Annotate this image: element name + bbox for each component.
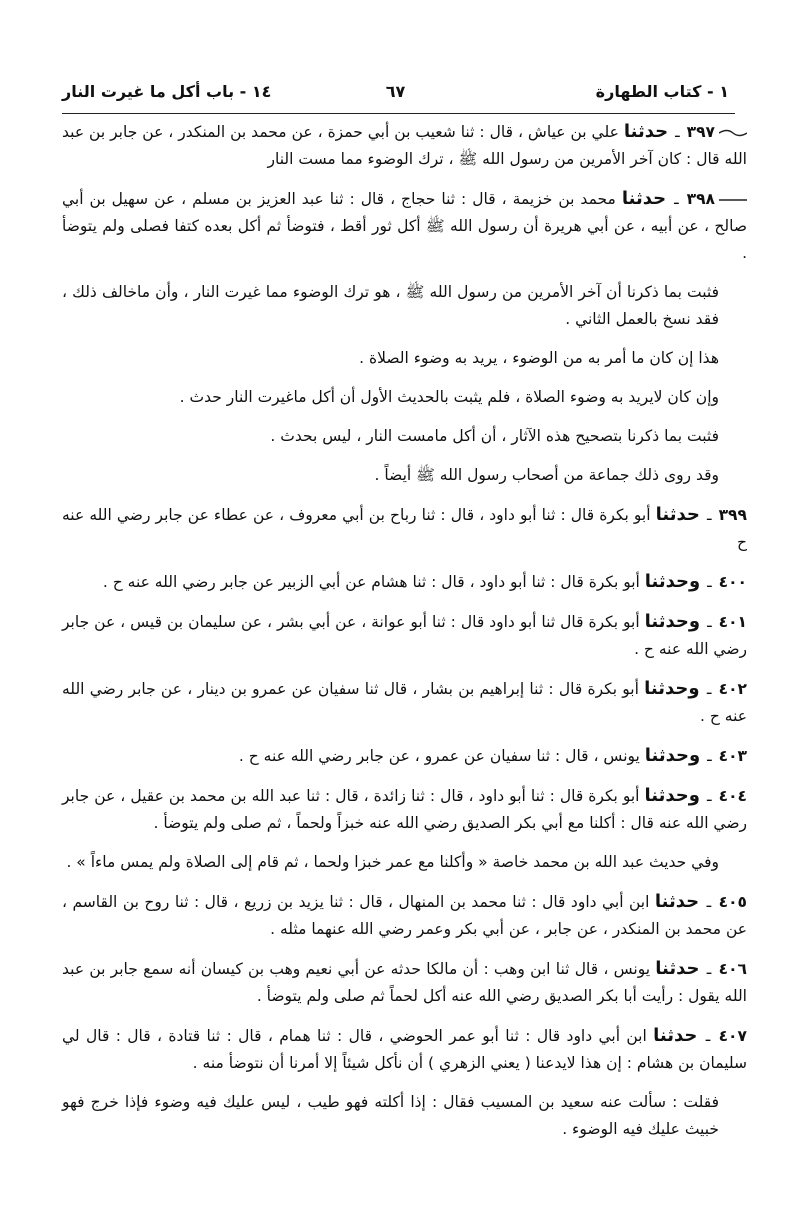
hadith-text-body <box>62 118 747 1155</box>
hadith-text: أبو بكرة قال ثنا أبو داود قال : ثنا أبو عوانة ، عن أبي بشر ، عن سليمان بن قيس ، عن جابر رضي الله عنه ح . <box>62 613 747 658</box>
hadith-keyword: حدثنا <box>621 188 667 209</box>
hadith-407: ٤٠٧ ـ حدثنا ابن أبي داود قال : ثنا أبو عمر الحوضي ، قال : ثنا همام ، قال : ثنا قتادة ، قال : قال لي سليمان بن هشام : إن هذا لايدعنا ( يعني الزهري ) أن نأكل شيئاً إلا أمرنا أن نتوضأ منه . <box>62 1025 747 1072</box>
hadith-keyword: وحدثنا <box>644 745 701 766</box>
commentary-paragraph: فقلت : سألت عنه سعيد بن المسيب فقال : إذا أكلته فهو طيب ، ليس عليك فيه وضوء فإذا خرج فهو خبيث عليك فيه الوضوء . <box>62 1093 719 1138</box>
hadith-401: ٤٠١ ـ وحدثنا أبو بكرة قال ثنا أبو داود قال : ثنا أبو عوانة ، عن أبي بشر ، عن سليمان بن قيس ، عن جابر رضي الله عنه ح . <box>62 611 747 658</box>
header-rule <box>62 113 735 114</box>
hadith-404: ٤٠٤ ـ وحدثنا أبو بكرة قال : ثنا أبو داود ، قال : ثنا زائدة ، قال : ثنا عبد الله بن محمد بن عقيل ، عن جابر رضي الله عنه قال : أكلنا مع أبي بكر الصديق رضي الله عنه خبزاً ولحماً ، ثم صلى ولم يتوضأ . <box>62 785 747 832</box>
hadith-406: ٤٠٦ ـ حدثنا يونس ، قال ثنا ابن وهب : أن مالكا حدثه عن أبي نعيم وهب بن كيسان أنه سمع جابر بن عبد الله يقول : رأيت أبا بكر الصديق رضي الله عنه أكل لحماً ثم صلى ولم يتوضأ . <box>62 958 747 1005</box>
hadith-number: ٤٠١ <box>718 613 747 631</box>
margin-mark-icon <box>719 128 747 138</box>
hadith-number: ٤٠٦ <box>718 960 747 978</box>
chapter-title: ١ - كتاب الطهارة <box>595 82 729 101</box>
hadith-text: يونس ، قال : ثنا سفيان عن عمرو ، عن جابر رضي الله عنه ح . <box>238 747 640 765</box>
hadith-keyword: وحدثنا <box>644 571 701 592</box>
hadith-405: ٤٠٥ ـ حدثنا ابن أبي داود قال : ثنا محمد بن المنهال ، قال : ثنا يزيد بن زريع ، قال : ثنا روح بن القاسم ، عن محمد بن المنكدر ، عن جابر ، عن أبي بكر وعمر رضي الله عنهما مثله . <box>62 891 747 938</box>
hadith-keyword: حدثنا <box>655 958 700 979</box>
hadith-keyword: وحدثنا <box>644 785 700 806</box>
hadith-403: ٤٠٣ ـ وحدثنا يونس ، قال : ثنا سفيان عن عمرو ، عن جابر رضي الله عنه ح . <box>238 745 747 766</box>
hadith-number: ٤٠٥ <box>718 893 747 911</box>
commentary-paragraph: وفي حديث عبد الله بن محمد خاصة « وأكلنا مع عمر خبزا ولحما ، ثم قام إلى الصلاة ولم يمس ماءاً » . <box>66 853 719 871</box>
hadith-number: ٤٠٢ <box>718 680 747 698</box>
hadith-text: علي بن عياش ، قال : ثنا شعيب بن أبي حمزة ، عن محمد بن المنكدر ، عن جابر بن عبد الله قال : كان آخر الأمرين من رسول الله ﷺ ، ترك الوضوء مما مست النار <box>62 123 747 168</box>
hadith-400: ٤٠٠ ـ وحدثنا أبو بكرة قال : ثنا أبو داود ، قال : ثنا هشام عن أبي الزبير عن جابر رضي الله عنه ح . <box>102 571 747 592</box>
running-header <box>62 78 729 112</box>
hadith-398: ٣٩٨ ـ حدثنا محمد بن خزيمة ، قال : ثنا حجاج ، قال : ثنا عبد العزيز بن مسلم ، عن سهيل بن أبي صالح ، عن أبيه ، عن أبي هريرة أن رسول الله ﷺ أكل ثور أقط ، فتوضأ ثم أكل بعده كتفا فصلى ولم يتوضأ . <box>62 188 747 262</box>
hadith-number: ٤٠٠ <box>718 573 747 591</box>
hadith-number: ٤٠٤ <box>718 787 747 805</box>
hadith-text: أبو بكرة قال : ثنا أبو داود ، قال : ثنا زائدة ، قال : ثنا عبد الله بن محمد بن عقيل ، عن جابر رضي الله عنه قال : أكلنا مع أبي بكر الصديق رضي الله عنه خبزاً ولحماً ، ثم صلى ولم يتوضأ . <box>62 787 747 832</box>
hadith-keyword: وحدثنا <box>644 611 701 632</box>
hadith-text: أبو بكرة قال : ثنا أبو داود ، قال : ثنا رباح بن أبي معروف ، عن عطاء عن جابر رضي الله عنه ح <box>62 506 747 551</box>
hadith-number: ٣٩٧ <box>686 123 715 141</box>
hadith-keyword: حدثنا <box>623 121 669 142</box>
hadith-text: أبو بكرة قال : ثنا إبراهيم بن بشار ، قال ثنا سفيان عن عمرو بن دينار ، عن جابر رضي الله عنه ح . <box>62 680 747 725</box>
hadith-number: ٣٩٩ <box>718 506 747 524</box>
commentary-paragraph: فثبت بما ذكرنا بتصحيح هذه الآثار ، أن أكل مامست النار ، ليس بحدث . <box>270 427 719 445</box>
margin-mark-icon <box>719 195 747 205</box>
hadith-keyword: حدثنا <box>655 504 700 525</box>
hadith-text: يونس ، قال ثنا ابن وهب : أن مالكا حدثه عن أبي نعيم وهب بن كيسان أنه سمع جابر بن عبد الله يقول : رأيت أبا بكر الصديق رضي الله عنه أكل لحماً ثم صلى ولم يتوضأ . <box>62 960 747 1005</box>
commentary-paragraph: وإن كان لايريد به وضوء الصلاة ، فلم يثبت بالحديث الأول أن أكل ماغيرت النار حدث . <box>179 388 719 406</box>
hadith-number: ٤٠٧ <box>718 1027 747 1045</box>
hadith-number: ٣٩٨ <box>686 190 715 208</box>
hadith-text: ابن أبي داود قال : ثنا أبو عمر الحوضي ، قال : ثنا همام ، قال : ثنا قتادة ، قال : قال لي سليمان بن هشام : إن هذا لايدعنا ( يعني الزهري ) أن نأكل شيئاً إلا أمرنا أن نتوضأ منه . <box>62 1027 747 1072</box>
hadith-text: أبو بكرة قال : ثنا أبو داود ، قال : ثنا هشام عن أبي الزبير عن جابر رضي الله عنه ح . <box>102 573 640 591</box>
hadith-keyword: وحدثنا <box>644 678 700 699</box>
hadith-text: محمد بن خزيمة ، قال : ثنا حجاج ، قال : ثنا عبد العزيز بن مسلم ، عن سهيل بن أبي صالح ، عن أبيه ، عن أبي هريرة أن رسول الله ﷺ أكل ثور أقط ، فتوضأ ثم أكل بعده كتفا فصلى ولم يتوضأ . <box>62 190 747 262</box>
hadith-number: ٤٠٣ <box>718 747 747 765</box>
hadith-402: ٤٠٢ ـ وحدثنا أبو بكرة قال : ثنا إبراهيم بن بشار ، قال ثنا سفيان عن عمرو بن دينار ، عن جابر رضي الله عنه ح . <box>62 678 747 725</box>
section-title: ١٤ - باب أكل ما غيرت النار <box>62 82 272 101</box>
hadith-397: ٣٩٧ ـ حدثنا علي بن عياش ، قال : ثنا شعيب بن أبي حمزة ، عن محمد بن المنكدر ، عن جابر بن عبد الله قال : كان آخر الأمرين من رسول الله ﷺ ، ترك الوضوء مما مست النار <box>62 121 747 168</box>
hadith-keyword: حدثنا <box>654 891 700 912</box>
commentary-paragraph: هذا إن كان ما أمر به من الوضوء ، يريد به وضوء الصلاة . <box>359 349 719 367</box>
commentary-paragraph: فثبت بما ذكرنا أن آخر الأمرين من رسول الله ﷺ ، هو ترك الوضوء مما غيرت النار ، وأن ماخالف ذلك ، فقد نسخ بالعمل الثاني . <box>62 283 719 328</box>
hadith-text: ابن أبي داود قال : ثنا محمد بن المنهال ، قال : ثنا يزيد بن زريع ، قال : ثنا روح بن القاسم ، عن محمد بن المنكدر ، عن جابر ، عن أبي بكر وعمر رضي الله عنهما مثله . <box>62 893 747 938</box>
hadith-keyword: حدثنا <box>653 1025 698 1046</box>
page-number: ٦٧ <box>385 82 406 101</box>
hadith-399: ٣٩٩ ـ حدثنا أبو بكرة قال : ثنا أبو داود ، قال : ثنا رباح بن أبي معروف ، عن عطاء عن جابر رضي الله عنه ح <box>62 504 747 551</box>
commentary-paragraph: وقد روى ذلك جماعة من أصحاب رسول الله ﷺ أيضاً . <box>374 466 719 484</box>
